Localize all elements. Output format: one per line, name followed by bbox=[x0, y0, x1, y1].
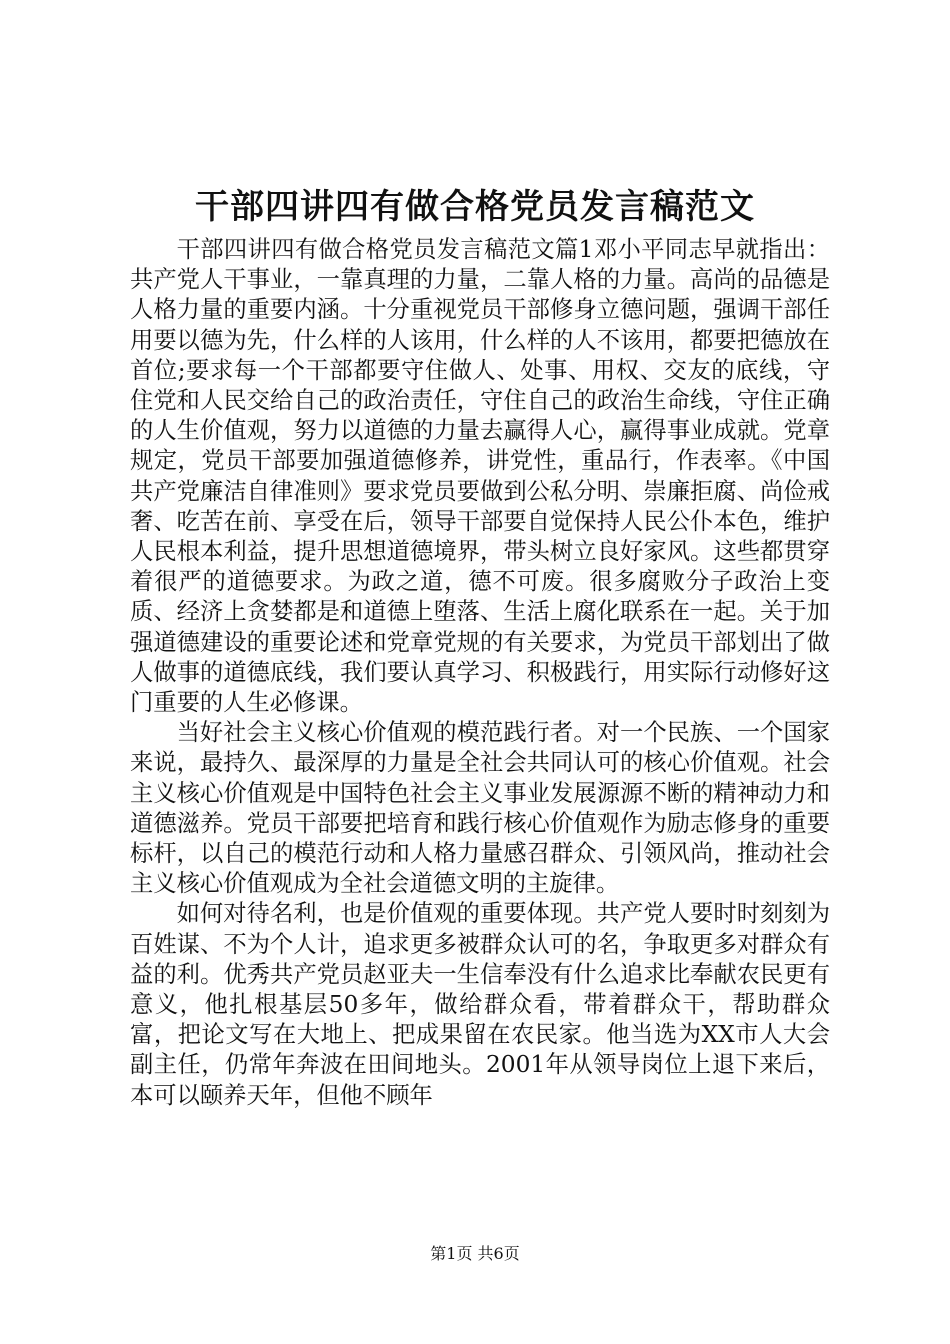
paragraph-2: 当好社会主义核心价值观的模范践行者。对一个民族、一个国家来说，最持久、最深厚的力量是全社会共同认可的核心价值观。社会主义核心价值观是中国特色社会主义事业发展源源不断的精神动力和道德滋养。党员干部要把培育和践行核心价值观作为励志修身的重要标杆，以自己的模范行动和人格力量感召群众、引领风尚，推动社会主义核心价值观成为全社会道德文明的主旋律。 bbox=[130, 719, 830, 898]
document-body bbox=[130, 235, 830, 1111]
page-footer: 第1页 共6页 bbox=[430, 1244, 520, 1263]
paragraph-1: 干部四讲四有做合格党员发言稿范文篇1邓小平同志早就指出：共产党人干事业，一靠真理的力量，二靠人格的力量。高尚的品德是人格力量的重要内涵。十分重视党员干部修身立德问题，强调干部任用要以德为先，什么样的人该用，什么样的人不该用，都要把德放在首位;要求每一个干部都要守住做人、处事、用权、交友的底线，守住党和人民交给自己的政治责任，守住自己的政治生命线，守住正确的人生价值观，努力以道德的力量去赢得人心，赢得事业成就。党章规定，党员干部要加强道德修养，讲党性，重品行，作表率。《中国共产党廉洁自律准则》要求党员要做到公私分明、崇廉拒腐、尚俭戒奢、吃苦在前、享受在后，领导干部要自觉保持人民公仆本色，维护人民根本利益，提升思想道德境界，带头树立良好家风。这些都贯穿着很严的道德要求。为政之道，德不可废。很多腐败分子政治上变质、经济上贪婪都是和道德上堕落、生活上腐化联系在一起。关于加强道德建设的重要论述和党章党规的有关要求，为党员干部划出了做人做事的道德底线，我们要认真学习、积极践行，用实际行动修好这门重要的人生必修课。 bbox=[130, 236, 830, 717]
document-title: 干部四讲四有做合格党员发言稿范文 bbox=[195, 187, 755, 227]
paragraph-3: 如何对待名利，也是价值观的重要体现。共产党人要时时刻刻为百姓谋、不为个人计，追求更多被群众认可的名，争取更多对群众有益的利。优秀共产党员赵亚夫一生信奉没有什么追求比奉献农民更有意义，他扎根基层50多年，做给群众看，带着群众干，帮助群众富，把论文写在大地上、把成果留在农民家。他当选为XX市人大会副主任，仍常年奔波在田间地头。2001年从领导岗位上退下来后，本可以颐养天年，但他不顾年 bbox=[130, 900, 830, 1109]
